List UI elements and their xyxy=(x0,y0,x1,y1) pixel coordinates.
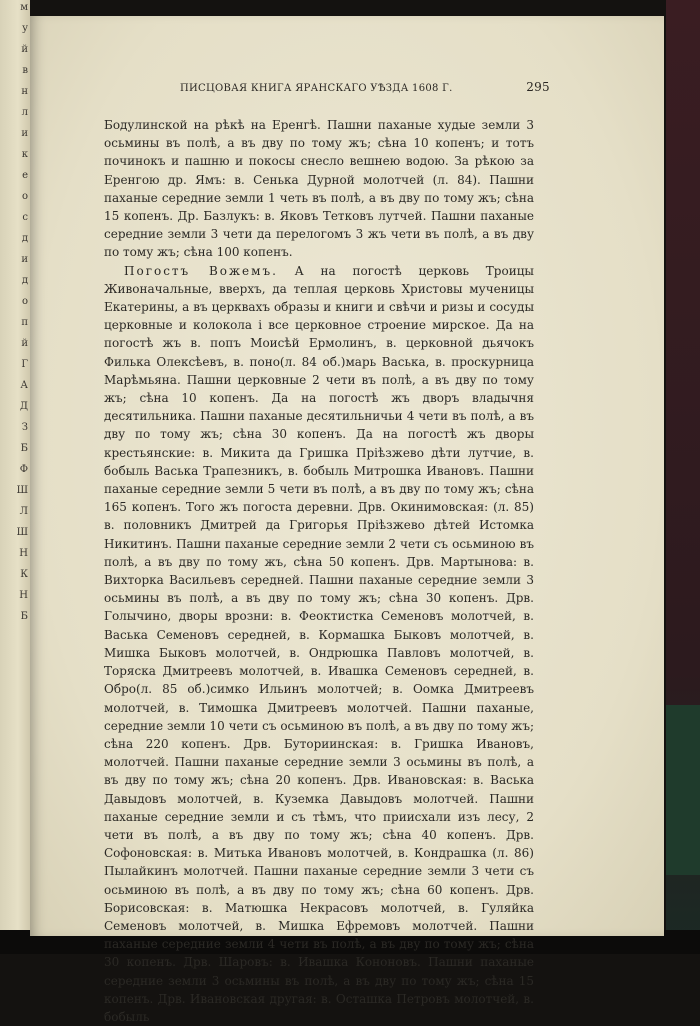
facing-page-fragment: А xyxy=(20,380,28,391)
facing-page-fragment: й xyxy=(21,44,28,55)
facing-page-fragment: м xyxy=(20,2,28,13)
facing-page-fragment: й xyxy=(21,338,28,349)
facing-page-fragment: Н xyxy=(19,548,28,559)
book-page xyxy=(30,16,664,1024)
facing-page-fragment: д xyxy=(21,275,28,286)
facing-page-fragment: е xyxy=(22,170,28,181)
facing-page-fragment: Г xyxy=(21,359,28,370)
facing-page-fragment: н xyxy=(21,86,28,97)
facing-page-fragment: К xyxy=(20,569,28,580)
facing-page-fragment: в xyxy=(22,65,28,76)
facing-page-fragment: д xyxy=(21,233,28,244)
page-number: 295 xyxy=(526,80,550,94)
paragraph-2 xyxy=(104,262,534,1026)
facing-page-fragment: и xyxy=(21,128,28,139)
running-head: ПИСЦОВАЯ КНИГА ЯРАНСКАГО УѢЗДА 1608 Г. xyxy=(180,83,453,94)
cover-band xyxy=(666,705,700,875)
page-header xyxy=(180,80,550,96)
section-heading: Погостъ Вожемъ. xyxy=(124,263,278,278)
facing-page-fragment: Б xyxy=(20,443,28,454)
facing-page-fragment: с xyxy=(22,212,28,223)
facing-page-fragment: и xyxy=(21,254,28,265)
facing-page-fragment: у xyxy=(22,23,28,34)
facing-page-fragment: к xyxy=(21,149,28,160)
paragraph-1: Бодулинской на рѣкѣ на Еренгѣ. Пашни паханые худые земли 3 осьмины въ полѣ, а въ дву по тому жъ; сѣна 10 копенъ; и тотъ починокъ и пашню и покосы снесло вешнею водою. За рѣкою за Еренгою др. Ямъ: в. Сенька Дурной молотчей (л. 84). Пашни паханые середние земли 1 четь въ полѣ, а въ дву по тому жъ; сѣна 15 копенъ. Др. Базлукъ: в. Яковъ Тетковъ лутчей. Пашни паханые середние земли 3 чети да перелогомъ 3 жъ чети въ полѣ, а въ дву по тому жъ; сѣна 100 копенъ. xyxy=(104,118,534,260)
facing-page-fragment: о xyxy=(21,296,28,307)
facing-page-fragment: З xyxy=(21,422,28,433)
body-text xyxy=(104,116,534,1026)
facing-page-fragment: о xyxy=(21,191,28,202)
facing-page-fragment: Б xyxy=(20,611,28,622)
facing-page-fragment: Ш xyxy=(16,527,28,538)
book-cover-edge xyxy=(666,0,700,954)
facing-page-edge xyxy=(0,0,30,954)
facing-page-fragment: Ф xyxy=(19,464,28,475)
facing-page-fragment: Д xyxy=(19,401,28,412)
facing-page-fragment: п xyxy=(21,317,28,328)
facing-page-fragment: Л xyxy=(19,506,28,517)
facing-page-fragment: л xyxy=(21,107,28,118)
facing-page-fragment: Ш xyxy=(16,485,28,496)
facing-page-fragment: Н xyxy=(19,590,28,601)
paragraph-2-text: А на погостѣ церковь Троицы Живоначальные, вверхъ, да теплая церковь Христовы мученицы Екатерины, а въ церквахъ образы и книги и свѣчи и ризы и сосуды церковные и колокола і все церковное строение мирское. Да на погостѣ жъ в. попъ Моисѣй Ермолинъ, в. церковной дьячокъ Филька Олексѣевъ, в. поно(л. 84 об.)марь Васька, в. проскурница Марѣмьяна. Пашни церковные 2 чети въ полѣ, а въ дву по тому жъ; сѣна 10 копенъ. Да на погостѣ жъ дворъ владычня десятильника. Пашни паханые десятильничьи 4 чети въ полѣ, а въ дву по тому жъ; сѣна 30 копенъ. Да на погостѣ жъ дворы крестьянские: в. Микита да Гришка Пріѣзжево дѣти лутчие, в. бобыль Васька Трапезникъ, в. бобыль Митрошка Ивановъ. Пашни паханые середние земли 5 чети въ полѣ, а въ дву по тому жъ; сѣна 165 копенъ. Того жъ погоста деревни. Дрв. Окинимовская: (л. 85) в. половникъ Дмитрей да Григорья Пріѣзжево дѣтей Истомка Никитинъ. Пашни паханые середние земли 2 чети съ осьминою въ полѣ, а въ дву по тому жъ, сѣна 50 копенъ. Дрв. Мартынова: в. Вихторка Васильевъ середней. Пашни паханые середние земли 3 осьмины въ полѣ, а въ дву по тому жъ; сѣна 30 копенъ. Дрв. Голычино, дворы врозни: в. Феоктистка Семеновъ молотчей, в. Васька Семеновъ середней, в. Кормашка Быковъ молотчей, в. Мишка Быковъ молотчей, в. Ондрюшка Павловъ молотчей, в. Торяска Дмитреевъ молотчей, в. Ивашка Семеновъ середней, в. Обро(л. 85 об.)симко Ильинъ молотчей; в. Оомка Дмитреевъ молотчей, в. Тимошка Дмитреевъ молотчей. Пашни паханые, середние земли 10 чети съ осьминою въ полѣ, а въ дву по тому жъ; сѣна 220 копенъ. Дрв. Буториинская: в. Гришка Ивановъ, молотчей. Пашни паханые середние земли 3 осьмины въ полѣ, а въ дву по тому жъ; сѣна 20 копенъ. Дрв. Ивановская: в. Васька Давыдовъ молотчей, в. Куземка Давыдовъ молотчей. Пашни паханые середние земли и съ тѣмъ, что приисхали изъ лесу, 2 чети въ полѣ, а въ дву по тому жъ; сѣна 40 копенъ. Дрв. Софоновская: в. Митька Ивановъ молотчей, в. Кондрашка (л. 86) Пылайкинъ молотчей. Пашни паханые середние земли 3 чети съ осьминою въ полѣ, а въ дву по тому жъ; сѣна 60 копенъ. Дрв. Борисовская: в. Матюшка Некрасовъ молотчей, в. Гуляйка Семеновъ молотчей, в. Мишка Ефремовъ молотчей. Пашни паханые середние земли 4 чети въ полѣ, а въ дву по тому жъ; сѣна 30 копенъ. Дрв. Шаровъ: в. Ивашка Кононовъ. Пашни паханые середние земли 3 осьмины въ полѣ, а въ дву по тому жъ; сѣна 15 копенъ. Дрв. Ивановская другая: в. Осташка Петровъ молотчей, в. бобыль xyxy=(104,263,534,1024)
